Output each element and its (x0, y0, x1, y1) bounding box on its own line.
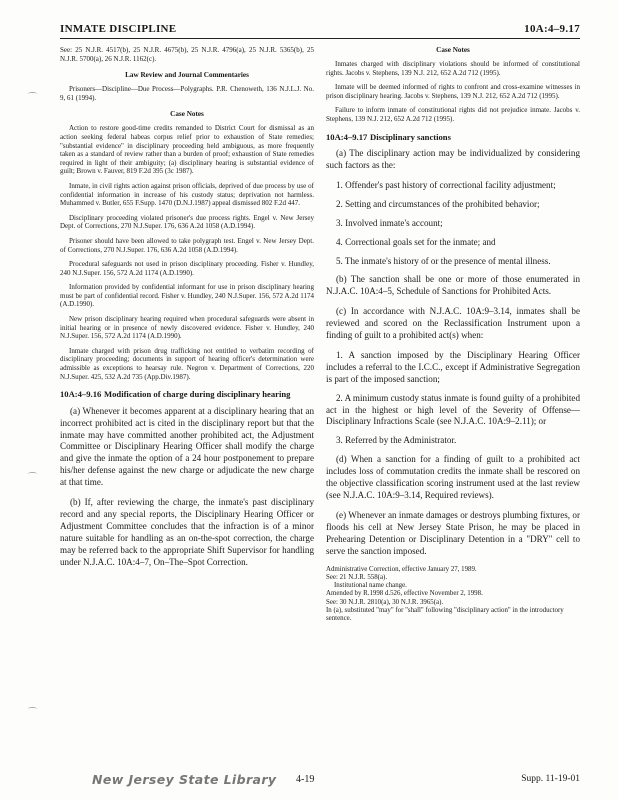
paragraph-d: (d) When a sanction for a finding of guilt to a prohibited act includes loss of commutation credits the inmate shall be rescored on the objective classification scoring instrument used at the last review (see N.J.A.C. 10A:9–3.14, Required reviews). (326, 454, 580, 500)
history-line: Amended by R.1998 d.526, effective November 2, 1998. (326, 590, 483, 598)
source-note: See: 25 N.J.R. 4517(b), 25 N.J.R. 4675(b), 25 N.J.R. 4796(a), 25 N.J.R. 5365(b), 25 N.J.R. 5700(a), 26 N.J.R. 1162(c). (60, 46, 314, 63)
section-paragraph: (a) Whenever it becomes apparent at a disciplinary hearing that an incorrect prohibited act is cited in the disciplinary report but that the inmate may have committed another prohibited act, the Adjustment Committee or Disciplinary Hearing Officer shall modify the charge and give the inmate the option of a 24 hour postponement to prepare his/her defense against the new charge or adjudicate the new charge at that time. (60, 405, 314, 488)
section-title: Disciplinary sanctions (370, 131, 451, 142)
library-watermark: New Jersey State Library (92, 772, 277, 787)
list-item: 1. A sanction imposed by the Disciplinary Hearing Officer includes a referral to the I.C.C., except if Administrative Segregation is part of the imposed sanction; (326, 349, 580, 384)
margin-mark: ⌒ (28, 707, 38, 717)
page-number: 4-19 (296, 774, 315, 785)
list-item: 1. Offender's past history of correctional facility adjustment; (336, 179, 556, 190)
header-section-range: 10A:4–9.17 (524, 23, 580, 35)
list-item: 2. Setting and circumstances of the prohibited behavior; (336, 198, 540, 209)
case-note: Inmate charged with prison drug trafficking not entitled to verbatim recording of disciplinary proceeding; documents in support of hearing officer's determination were admissible as exceptions to hearsay rule. Negron v. Department of Corrections, 220 N.J.Super. 425, 532 A.2d 735 (App.Div.1987). (60, 346, 314, 381)
case-note: Disciplinary proceeding violated prisoner's due process rights. Engel v. New Jersey Dept. of Corrections, 270 N.J.Super. 176, 636 A.2d 1058 (A.D.1994). (60, 213, 314, 231)
history-line: In (a), substituted "may" for "shall" following "disciplinary action" in the introductory sentence. (326, 607, 564, 623)
case-note: Information provided by confidential informant for use in prison disciplinary hearing must be part of confidential record. Fisher v. Hundley, 240 N.J.Super. 156, 572 A.2d 1174 (A.D.1990). (60, 283, 314, 309)
case-note: Inmates charged with disciplinary violations should be informed of constitutional rights. Jacobs v. Stephens, 139 N.J. 212, 652 A.2d 712 (1995). (326, 60, 580, 77)
list-item: 4. Correctional goals set for the inmate; and (336, 236, 496, 247)
supplement-date: Supp. 11-19-01 (521, 774, 580, 784)
list-item: 2. A minimum custody status inmate is found guilty of a prohibited act in the highest or high level of the Severity of Offense—Disciplinary Infractions Scale (see N.J.A.C. 10A:9–2.11); or (326, 392, 580, 427)
section-heading-9-16 (60, 389, 314, 400)
section-heading-9-17 (326, 132, 580, 143)
paragraph-c: (c) In accordance with N.J.A.C. 10A:9–3.14, inmates shall be reviewed and scored on the Reclassification Instrument upon a finding of guilt to a prohibited act(s) when: (326, 306, 580, 341)
case-note: New prison disciplinary hearing required when procedural safeguards were absent in initial hearing or in presence of newly discovered evidence. Fisher v. Hundley, 240 N.J.Super. 156, 572 A.2d 1174 (A.D.1990). (60, 315, 314, 341)
history-note (326, 566, 580, 624)
margin-mark: ⌒ (28, 472, 38, 482)
case-note: Action to restore good-time credits remanded to District Court for dismissal as an action seeking federal habeas corpus relief prior to exhaustion of State remedies; "substantial evidence" in disciplinary proceeding held ambiguous, as more frequently taken as a standard of review rather than a burden of proof; exhaustion of State remedies required in light of their ambiguity; (a) disciplinary hearing is substantial evidence of guilt; Brown v. Fauver, 819 F.2d 395 (3c 1987). (60, 124, 314, 176)
history-line: Administrative Correction, effective January 27, 1989. (326, 565, 477, 573)
paragraph-e: (e) Whenever an inmate damages or destroys plumbing fixtures, or floods his cell at New Jersey State Prison, he may be placed in Prehearing Detention or Disciplinary Detention in a "DRY" cell to serve the sanction imposed. (326, 509, 580, 556)
law-review-heading: Law Review and Journal Commentaries (125, 71, 249, 80)
section-number: 10A:4–9.17 (326, 131, 368, 142)
paragraph-a: (a) The disciplinary action may be individualized by considering such factors as the: (326, 148, 580, 170)
margin-mark: ⌒ (28, 92, 38, 102)
case-note: Inmate, in civil rights action against prison officials, deprived of due process by use of confidential information in increase of his custody status; deprivation not harmless. Muhammed v. Butler, 655 F.Supp. 1470 (D.N.J.1987) appeal dismissed 802 F.2d 447. (60, 181, 314, 208)
section-paragraph: (b) If, after reviewing the charge, the inmate's past disciplinary record and any special reports, the Disciplinary Hearing Officer or Adjustment Committee concludes that the infraction is of a minor nature suitable for handling as an on-the-spot correction, the charge may be referred back to the appropriate Shift Supervisor for handling under N.J.A.C. 10A:4–7, On–The–Spot Correction. (60, 497, 314, 567)
header-rule (60, 38, 580, 39)
list-item: 5. The inmate's history of or the presence of mental illness. (336, 255, 551, 266)
left-column (60, 46, 314, 577)
list-item: 3. Involved inmate's account; (336, 217, 443, 228)
history-line: See: 30 N.J.R. 2810(a), 30 N.J.R. 3965(a). (326, 598, 444, 606)
section-title: Modification of charge during disciplinary hearing (104, 389, 291, 400)
running-header (60, 23, 580, 35)
paragraph-b: (b) The sanction shall be one or more of those enumerated in N.J.A.C. 10A:4–5, Schedule of Sanctions for Prohibited Acts. (326, 274, 580, 297)
right-column (326, 46, 580, 624)
history-line: Institutional name change. (334, 582, 407, 590)
law-review-text: Prisoners—Discipline—Due Process—Polygraphs. P.R. Chenoweth, 136 N.J.L.J. No. 9, 61 (1994). (60, 85, 314, 102)
case-notes-heading: Case Notes (436, 46, 470, 54)
list-item: 3. Referred by the Administrator. (336, 435, 457, 446)
section-number: 10A:4–9.16 (60, 389, 102, 400)
case-note: Failure to inform inmate of constitutional rights did not prejudice inmate. Jacobs v. Stephens, 139 N.J. 212, 652 A.2d 712 (1995). (326, 106, 580, 123)
case-note: Inmate will be deemed informed of rights to confront and cross-examine witnesses in prison disciplinary hearing. Jacobs v. Stephens, 139 N.J. 212, 652 A.2d 712 (1995). (326, 83, 580, 100)
case-notes-heading: Case Notes (170, 110, 204, 119)
case-note: Prisoner should have been allowed to take polygraph test. Engel v. New Jersey Dept. of Corrections, 270 N.J.Super. 176, 636 A.2d 1058 (A.D.1994). (60, 236, 314, 254)
header-title: INMATE DISCIPLINE (60, 23, 177, 35)
case-note: Procedural safeguards not used in prison disciplinary proceeding. Fisher v. Hundley, 240 N.J.Super. 156, 572 A.2d 1174 (A.D.1990). (60, 260, 314, 277)
history-line: See: 21 N.J.R. 558(a). (326, 573, 388, 581)
